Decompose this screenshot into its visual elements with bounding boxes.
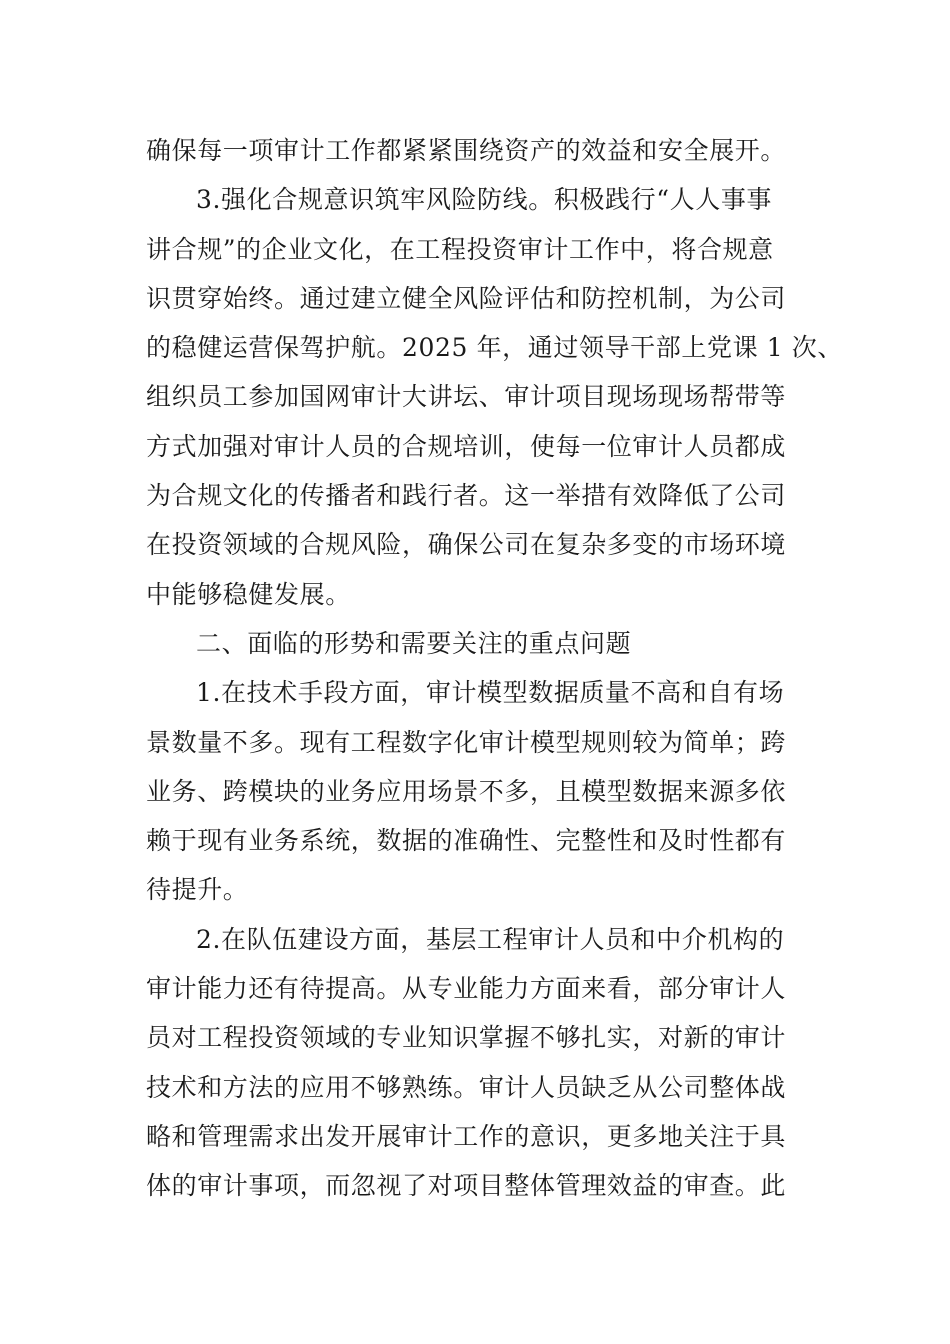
text-line: 审计能力还有待提高。从专业能力方面来看，部分审计人 — [146, 974, 787, 1004]
text-line: 员对工程投资领域的专业知识掌握不够扎实，对新的审计 — [146, 1023, 787, 1053]
text-line: 识贯穿始终。通过建立健全风险评估和防控机制，为公司 — [146, 283, 787, 313]
text-line: 中能够稳健发展。 — [146, 579, 351, 609]
text-line: 1.在技术手段方面，审计模型数据质量不高和自有场 — [196, 678, 785, 708]
text-line: 技术和方法的应用不够熟练。审计人员缺乏从公司整体战 — [146, 1072, 787, 1102]
text-line: 确保每一项审计工作都紧紧围绕资产的效益和安全展开。 — [146, 136, 787, 165]
text-line: 略和管理需求出发开展审计工作的意识，更多地关注于具 — [146, 1121, 787, 1151]
text-line: 业务、跨模块的业务应用场景不多，且模型数据来源多依 — [146, 776, 787, 806]
text-line: 为合规文化的传播者和践行者。这一举措有效降低了公司 — [146, 481, 787, 511]
text-line: 在投资领域的合规风险，确保公司在复杂多变的市场环境 — [146, 530, 787, 560]
text-line: 的稳健运营保驾护航。2025 年，通过领导干部上党课 1 次、 — [146, 333, 843, 363]
text-line: 方式加强对审计人员的合规培训，使每一位审计人员都成 — [146, 431, 787, 461]
text-line: 赖于现有业务系统，数据的准确性、完整性和及时性都有 — [146, 826, 787, 856]
document-body — [146, 126, 843, 1211]
text-line: 讲合规”的企业文化，在工程投资审计工作中，将合规意 — [146, 234, 774, 264]
text-line: 3.强化合规意识筑牢风险防线。积极践行“人人事事 — [196, 185, 773, 215]
text-line: 待提升。 — [146, 875, 249, 905]
text-line: 2.在队伍建设方面，基层工程审计人员和中介机构的 — [196, 924, 785, 954]
text-line: 组织员工参加国网审计大讲坛、审计项目现场现场帮带等 — [146, 382, 787, 412]
text-line: 景数量不多。现有工程数字化审计模型规则较为简单；跨 — [146, 727, 787, 757]
section-heading: 二、面临的形势和需要关注的重点问题 — [196, 628, 632, 658]
text-line: 体的审计事项，而忽视了对项目整体管理效益的审查。此 — [146, 1171, 787, 1201]
